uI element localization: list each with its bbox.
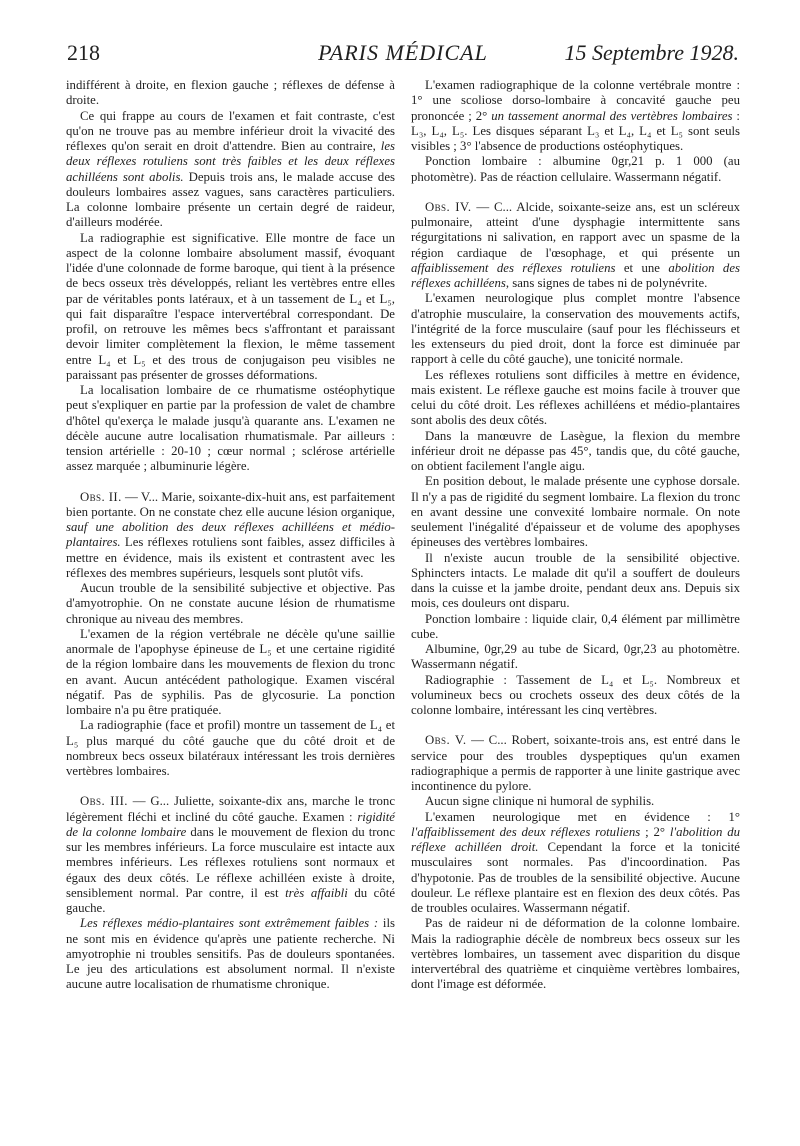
journal-title: PARIS MÉDICAL: [318, 40, 488, 65]
observation-label: Obs. II.: [80, 489, 122, 504]
observation-label: Obs. III.: [80, 794, 128, 809]
page-number: 218: [67, 40, 100, 65]
observation-4: Obs. IV. — C... Alcide, soixante-seize ans, est un scléreux pulmonaire, atteint d'une dysphagie intermittente sans régurgitations ni salivation, en rapport avec un spasme de la région cardiaque de l'œsophage, et qui présente un affaiblissement des réflexes rotuliens et une abolition des réflexes achilléens, sans signes de tabes ni de polynévrite.: [411, 199, 741, 290]
observation-5: Obs. V. — C... Robert, soixante-trois ans, est entré dans le service pour des troubles dyspeptiques qu'un examen radiographique a permis de rapporter à une linite gastrique avec incontinence du pylore.: [411, 733, 740, 793]
paragraph: La localisation lombaire de ce rhumatisme ostéophytique peut s'expliquer en partie par la profession de valet de chambre d'hôtel qu'exerça le malade jusqu'à quarante ans. L'examen ne décèle aucune autre localisation rhumatismale. Par ailleurs : tension artérielle : 20-10 ; cœur normal ; sclérose artérielle assez marquée ; albuminurie légère.: [66, 383, 395, 474]
paragraph: Il n'existe aucun trouble de la sensibilité objective. Sphincters intacts. Le malade dit qu'il a souffert de douleurs dans la cuisse et la jambe droite, pendant deux ans. Depuis six mois, ces douleurs ont disparu.: [411, 550, 740, 611]
paragraph: L'examen radiographique de la colonne vertébrale montre : 1° une scoliose dorso-lombaire à concavité gauche peu prononcée ; 2° un tassement anormal des vertèbres lombaires : L₃, L₄, L₅. Les disques séparant L₃ et L₄, L₄ et L₅ sont seuls visibles ; 3° l'absence de productions ostéophytiques.: [411, 78, 740, 153]
paragraph: Ponction lombaire : albumine 0gr,21 p. 1 000 (au photomètre). Pas de réaction cellulaire. Wassermann négatif.: [411, 154, 740, 184]
paragraph: Aucun signe clinique ni humoral de syphilis.: [425, 794, 655, 809]
running-head: [67, 40, 739, 74]
observation-2: Obs. II. — V... Marie, soixante-dix-huit ans, est parfaitement bien portante. On ne constate chez elle aucune lésion organique, sauf une abolition des deux réflexes achilléens et médio-plantaires. Les réflexes rotuliens sont faibles, assez difficiles à mettre en évidence, mais ils existent et contrastent avec les réflexes des membres supérieurs, lesquels sont plutôt vifs.: [66, 489, 396, 580]
observation-label: Obs. IV.: [425, 199, 472, 214]
paragraph: Ce qui frappe au cours de l'examen et fait contraste, c'est qu'on ne trouve pas au membre inférieur droit la vivacité des réflexes qu'on serait en droit d'attendre. Bien au contraire, les deux réflexes rotuliens sont très faibles et les deux réflexes achilléens sont abolis. Depuis trois ans, le malade accuse des douleurs lombaires assez vagues, sans caractères particuliers. La colonne lombaire présente un certain degré de raideur, d'ailleurs modérée.: [66, 108, 395, 230]
paragraph: Pas de raideur ni de déformation de la colonne lombaire. Mais la radiographie décèle de nombreux becs osseux sur les vertèbres lombaires, un tassement avec disparition du disque intervertébral des quatrième et cinquième vertèbres lombaires, dont l'image est déformée.: [411, 916, 740, 992]
observation-label: Obs. V.: [425, 733, 467, 748]
paragraph: L'examen neurologique met en évidence : 1° l'affaiblissement des deux réflexes rotuliens ; 2° l'abolition du réflexe achilléen droit. Cependant la force et la tonicité musculaires sont normales. Pas d'incoordination. Pas d'hypotonie. Pas de troubles de la sensibilité objective. Aucune douleur. Le réflexe plantaire est en flexion des deux côtés. Pas de troubles oculaires. Wassermann négatif.: [411, 809, 740, 915]
paragraph: Ponction lombaire : liquide clair, 0,4 élément par millimètre cube.: [411, 611, 740, 641]
paragraph: La radiographie est significative. Elle montre de face un aspect de la colonne lombaire absolument massif, évoquant l'idée d'une colonnade de forme baroque, qui tient à la présence de becs osseux très développés, reliant les vertèbres entre elles par de véritables ponts latéraux, et à un tassement de L₄ et L₅, qui fait disparaître l'espace intervertébral correspondant. De profil, on retrouve les mêmes becs s'affrontant et paraissant devoir limiter complètement la flexion, le même tassement entre L₄ et L₅ et des trous de conjugaison peu visibles ne paraissant pas présenter de grosses déformations.: [66, 230, 395, 382]
paragraph: indifférent à droite, en flexion gauche ; réflexes de défense à droite.: [66, 78, 395, 108]
paragraph: Dans la manœuvre de Lasègue, la flexion du membre inférieur droit ne dépasse pas 45°, tandis que, du côté gauche, on obtient facilement l'angle aigu.: [411, 428, 740, 473]
paragraph: L'examen neurologique plus complet montre l'absence d'atrophie musculaire, la conservation des mouvements actifs, l'intégrité de la force musculaire (sauf pour les fléchisseurs et les extenseurs du pied droit, dont la force est diminuée par rapport à celle du côté gauche), une tonicité normale.: [411, 291, 740, 367]
paragraph: Les réflexes médio-plantaires sont extrêmement faibles : ils ne sont mis en évidence qu'après une patiente recherche. Ni amyotrophie ni troubles sensitifs. Pas de douleurs spontanées. Le jeu des articulations est absolument normal. Il n'existe aucune autre localisation de rhumatisme chronique.: [66, 916, 396, 992]
issue-date: 15 Septembre 1928.: [564, 40, 739, 65]
paragraph: Radiographie : Tassement de L₄ et L₅. Nombreux et volumineux becs ou crochets osseux des deux côtés de la colonne lombaire, intéressant les cinq vertèbres.: [411, 672, 740, 717]
left-column: [66, 78, 395, 993]
paragraph: L'examen de la région vertébrale ne décèle qu'une saillie anormale de l'apophyse épineuse de L₅ et une certaine rigidité de la région lombaire dans les mouvements de flexion du tronc en avant. Aucun antécédent pathologique. Examen viscéral négatif. Pas de syphilis. Pas de glycosurie. La ponction lombaire n'a pu être pratiquée.: [66, 626, 395, 717]
paragraph: Les réflexes rotuliens sont difficiles à mettre en évidence, mais existent. Le réflexe gauche est moins facile à trouver que celui du côté droit. Les réflexes achilléens et médio-plantaires sont abolis des deux côtés.: [411, 367, 740, 428]
paragraph: La radiographie (face et profil) montre un tassement de L₄ et L₅ plus marqué du côté gauche que du côté droit et de nombreux becs osseux bilatéraux intéressant les trois dernières vertèbres lombaires.: [66, 718, 395, 778]
paragraph: En position debout, le malade présente une cyphose dorsale. Il n'y a pas de rigidité du segment lombaire. La flexion du tronc en avant dessine une convexité lombaire normale. On note seulement l'inégalité d'épaisseur et de volume des apophyses épineuses des vertèbres lombaires.: [411, 474, 740, 550]
paragraph: Albumine, 0gr,29 au tube de Sicard, 0gr,23 au photomètre. Wassermann négatif.: [411, 642, 740, 672]
paragraph: Aucun trouble de la sensibilité subjective et objective. Pas d'amyotrophie. On ne constate aucune lésion de rhumatisme chronique au niveau des membres.: [66, 581, 395, 626]
observation-3: Obs. III. — G... Juliette, soixante-dix ans, marche le tronc légèrement fléchi et incliné du côté gauche. Examen : rigidité de la colonne lombaire dans le mouvement de flexion du tronc sur les membres inférieurs. La force musculaire est intacte aux membres inférieurs. Les réflexes rotuliens sont normaux et égaux des deux côtés. Le réflexe achilléen existe à droite, sensiblement normal. Par contre, il est très affaibli du côté gauche.: [66, 794, 396, 915]
right-column: [411, 78, 740, 993]
